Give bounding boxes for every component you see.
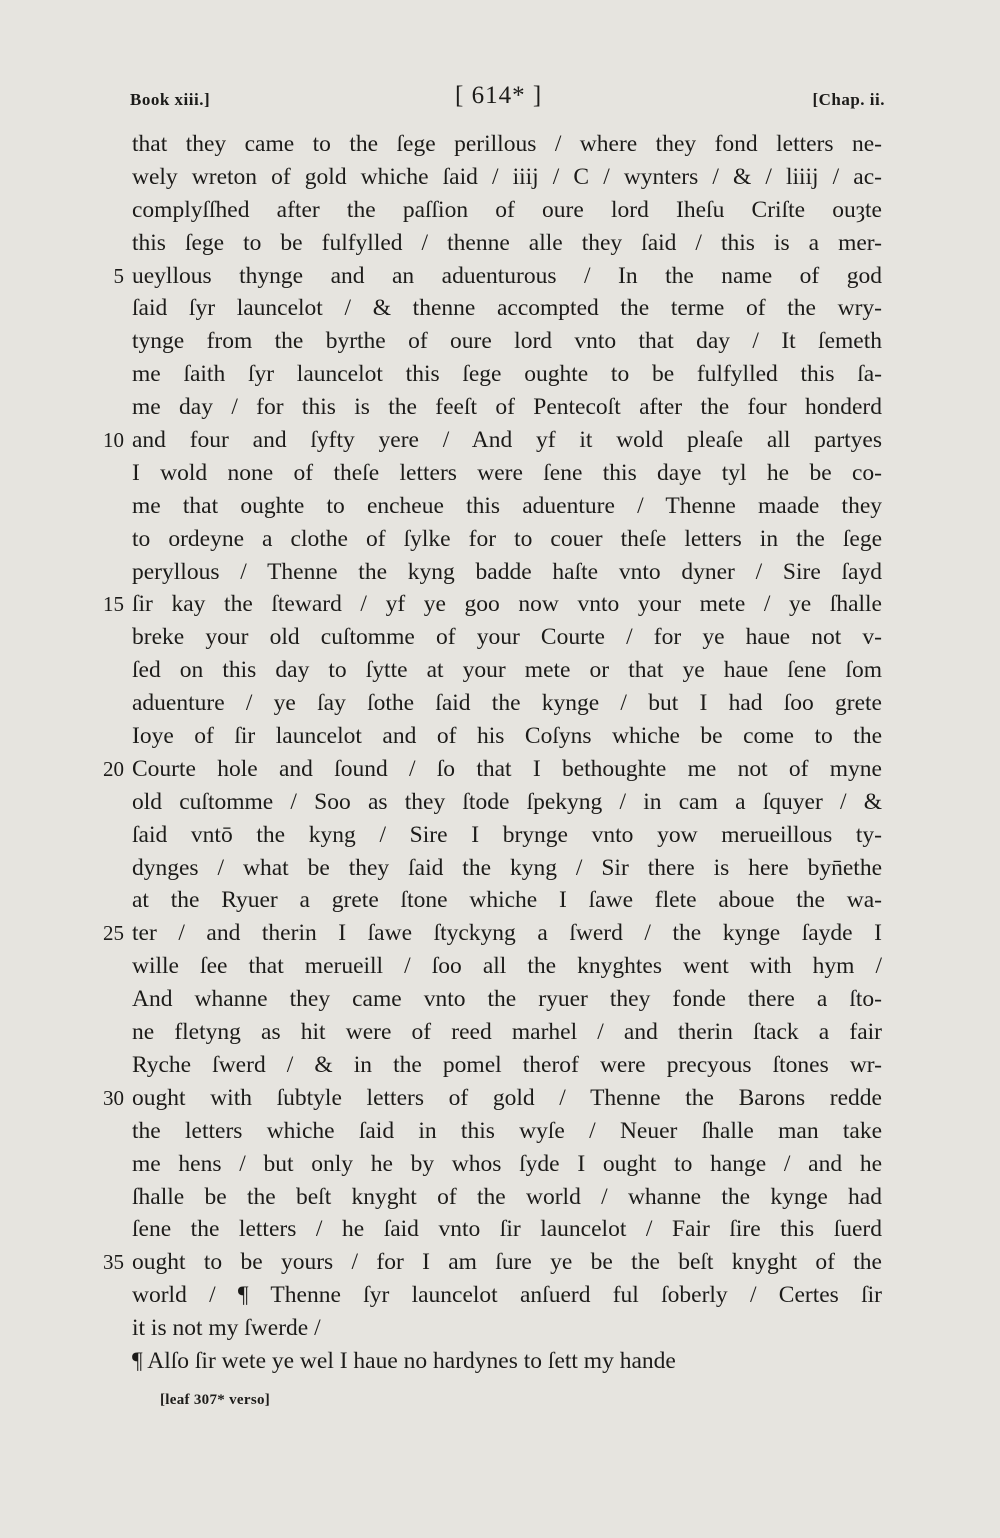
text-line	[132, 161, 882, 194]
line-text: world / ¶ Thenne ſyr launcelot anſuerd ful ſoberly / Certes ſir	[132, 1282, 882, 1309]
line-text: that they came to the ſege perillous / where they fond letters ne-	[132, 131, 882, 157]
text-line	[132, 128, 882, 161]
text-line	[132, 391, 882, 424]
line-text: peryllous / Thenne the kyng badde haſte vnto dyner / Sire ſayd	[132, 558, 882, 585]
text-line	[132, 819, 882, 852]
line-text: this ſege to be fulfylled / thenne alle they ſaid / this is a mer-	[132, 229, 882, 256]
line-text: me day / for this is the feeſt of Pentecoſt after the four honderd	[132, 394, 882, 421]
line-text: me that oughte to encheue this aduenture / Thenne maade they	[132, 492, 882, 519]
line-text: Ioye of ſir launcelot and of his Coſyns whiche be come to the	[132, 723, 882, 750]
text-line	[132, 1279, 882, 1312]
line-text: Ryche ſwerd / & in the pomel therof were precyous ſtones wr-	[132, 1051, 882, 1078]
text-line	[132, 687, 882, 720]
text-line	[132, 1016, 882, 1049]
text-line	[132, 884, 882, 917]
line-text: wely wreton of gold whiche ſaid / iiij / C / wynters / & / liiij / ac-	[132, 163, 882, 190]
line-text: ſaid vntō the kyng / Sire I brynge vnto yow merueillous ty-	[132, 821, 882, 848]
chapter-number: [Chap. ii.	[812, 90, 885, 109]
line-text: to ordeyne a clothe of ſylke for to couer theſe letters in the ſege	[132, 525, 882, 552]
line-text: tynge from the byrthe of oure lord vnto that day / It ſemeth	[132, 328, 882, 355]
text-line	[132, 457, 882, 490]
line-text: ought with ſubtyle letters of gold / Thenne the Barons redde	[132, 1084, 882, 1111]
line-text: ſene the letters / he ſaid vnto ſir launcelot / Fair ſire this ſuerd	[132, 1216, 882, 1243]
text-line	[132, 1213, 882, 1246]
line-text: Courte hole and ſound / ſo that I bethoughte me not of myne	[132, 755, 882, 782]
line-number: 30	[103, 1085, 124, 1110]
text-line	[132, 227, 882, 260]
text-line	[132, 1049, 882, 1082]
text-line	[132, 490, 882, 523]
line-number: 15	[103, 592, 124, 617]
line-text: ſir kay the ſteward / yf ye goo now vnto your mete / ye ſhalle	[132, 591, 882, 618]
line-text: at the Ryuer a grete ſtone whiche I ſawe flete aboue the wa-	[132, 887, 882, 914]
text-line	[132, 523, 882, 556]
line-text: ter / and therin I ſawe ſtyckyng a ſwerd / the kynge ſayde I	[132, 920, 882, 947]
text-line	[132, 358, 882, 391]
text-line	[103, 1082, 882, 1115]
line-text: it is not my ſwerde /	[132, 1315, 321, 1342]
line-text: ueyllous thynge and an aduenturous / In the name of god	[132, 262, 882, 289]
line-text: aduenture / ye ſay ſothe ſaid the kynge / but I had ſoo grete	[132, 690, 882, 717]
line-text: I wold none of theſe letters were ſene this daye tyl he be co-	[132, 459, 882, 486]
line-number: 5	[113, 263, 124, 288]
line-text: ſed on this day to ſytte at your mete or that ye haue ſene ſom	[132, 657, 882, 684]
leaf-note: [leaf 307* verso]	[160, 1392, 271, 1408]
line-text: and four and ſyfty yere / And yf it wold pleaſe all partyes	[132, 427, 882, 454]
line-text: breke your old cuſtomme of your Courte / for ye haue not v-	[132, 624, 882, 651]
text-line	[132, 852, 882, 885]
text-line	[103, 917, 882, 950]
text-line	[103, 424, 882, 457]
line-number: 10	[103, 428, 124, 453]
text-line	[132, 292, 882, 325]
text-line	[103, 1246, 882, 1279]
line-text: ſhalle be the beſt knyght of the world / whanne the kynge had	[132, 1183, 882, 1210]
line-text: dynges / what be they ſaid the kyng / Sir there is here byn̄ethe	[132, 854, 882, 881]
text-line	[132, 1148, 882, 1181]
text-line	[132, 983, 882, 1016]
line-number: 35	[103, 1250, 124, 1275]
text-line	[132, 1312, 882, 1345]
running-header	[130, 76, 885, 116]
body-text	[103, 128, 882, 1378]
text-line	[113, 260, 882, 293]
text-line	[132, 1345, 882, 1378]
line-text: old cuſtomme / Soo as they ſtode ſpekyng / in cam a ſquyer / &	[132, 788, 882, 815]
text-line	[132, 654, 882, 687]
line-text: ¶ Alſo ſir wete ye wel I haue no hardynes to ſett my hande	[132, 1347, 676, 1374]
text-line	[132, 556, 882, 589]
line-text: ſaid ſyr launcelot / & thenne accompted the terme of the wry-	[132, 295, 882, 322]
line-text: the letters whiche ſaid in this wyſe / Neuer ſhalle man take	[132, 1117, 882, 1144]
line-text: ought to be yours / for I am ſure ye be the beſt knyght of the	[132, 1249, 882, 1276]
line-text: And whanne they came vnto the ryuer they fonde there a ſto-	[132, 986, 882, 1013]
line-number: 20	[103, 756, 124, 781]
page-number: [ 614* ]	[455, 82, 543, 109]
text-line	[132, 325, 882, 358]
text-line	[103, 753, 882, 786]
line-text: complyſſhed after the paſſion of oure lord Iheſu Criſte ouȝte	[132, 196, 882, 223]
text-line	[132, 1181, 882, 1214]
text-line	[132, 720, 882, 753]
line-number: 25	[103, 921, 124, 946]
text-line	[132, 194, 882, 227]
line-text: wille ſee that merueill / ſoo all the knyghtes went with hym /	[132, 953, 882, 980]
line-text: me ſaith ſyr launcelot this ſege oughte to be fulfylled this ſa-	[132, 361, 882, 388]
text-line	[132, 786, 882, 819]
book-number: Book xiii.]	[130, 90, 211, 109]
line-text: me hens / but only he by whos ſyde I ought to hange / and he	[132, 1150, 882, 1177]
text-line	[103, 588, 882, 621]
text-line	[132, 621, 882, 654]
line-text: ne fletyng as hit were of reed marhel / and therin ſtack a fair	[132, 1019, 882, 1046]
text-line	[132, 950, 882, 983]
text-line	[132, 1115, 882, 1148]
